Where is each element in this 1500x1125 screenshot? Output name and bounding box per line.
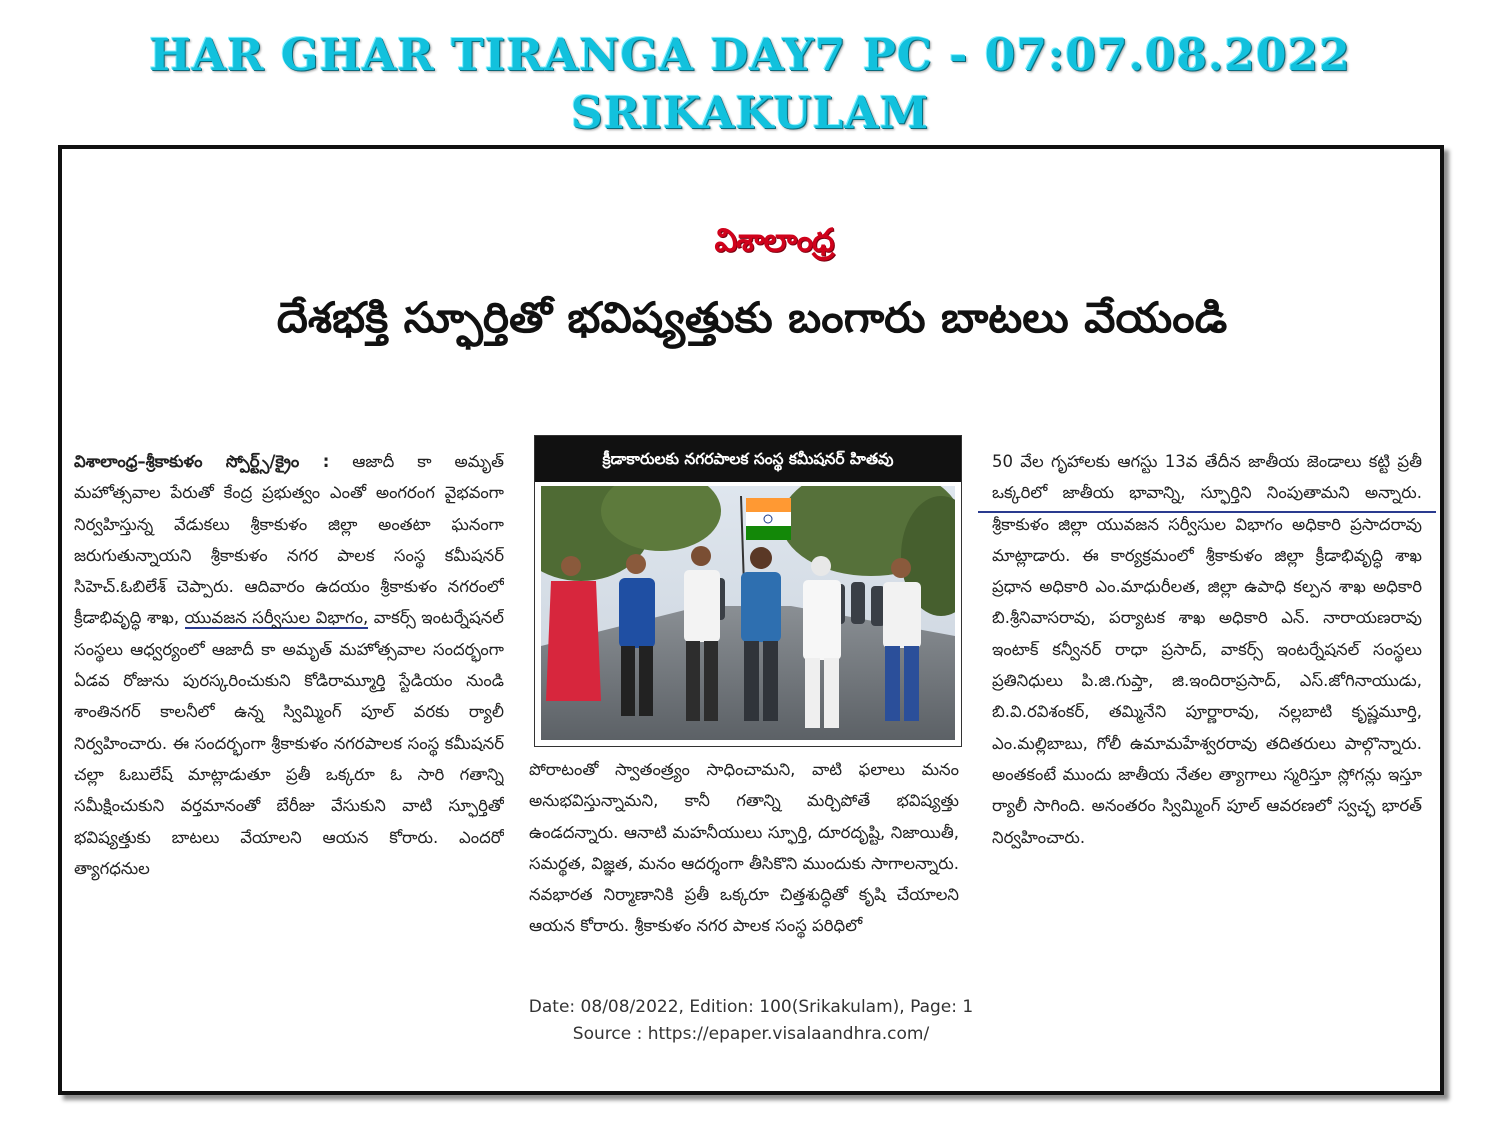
newspaper-masthead: విశాలాంధ్ర — [714, 221, 834, 259]
rally-photo-illustration — [541, 486, 955, 740]
page-title-line-1: HAR GHAR TIRANGA DAY7 PC - 07:07.08.2022 — [149, 30, 1351, 81]
article-column-1 — [74, 446, 504, 1026]
highlight-underline — [978, 511, 1436, 513]
column-3-text: 50 వేల గృహాలకు ఆగస్టు 13వ తేదీన జాతీయ జెండాలు కట్టి ప్రతీ ఒక్కరిలో జాతీయ భావాన్ని, స్ఫూర్తిని నింపుతామని అన్నారు. శ్రీకాకుళం జిల్లా యువజన సర్వీసుల విభాగం అధికారి ప్రసాదరావు మాట్లాడారు. ఈ కార్యక్రమంలో శ్రీకాకుళం జిల్లా క్రీడాభివృద్ధి శాఖ ప్రధాన అధికారి ఎం.మాధురీలత, జిల్లా ఉపాధి కల్పన శాఖ అధికారి బి.శ్రీనివాసరావు, పర్యాటక శాఖ అధికారి ఎన్. నారాయణరావు ఇంటాక్ కన్వీనర్ రాధా ప్రసాద్, వాకర్స్ ఇంటర్నేషనల్ సంస్థలు ప్రతినిధులు పి.జి.గుప్తా, జి.ఇందిరాప్రసాద్, ఎస్.జోగినాయుడు, బి.వి.రవిశంకర్, తమ్మినేని పూర్ణారావు, నల్లబాటి కృష్ణమూర్తి, ఎం.మల్లిబాబు, గోలీ ఉమామహేశ్వరరావు తదితరులు పాల్గొన్నారు. అంతకంటే ముందు జాతీయ నేతల త్యాగాలు స్మరిస్తూ స్లోగన్లు ఇస్తూ ర్యాలీ సాగింది. అనంతరం స్విమ్మింగ్ పూల్ ఆవరణలో స్వచ్ఛ భారత్ నిర్వహించారు. — [992, 452, 1422, 847]
dateline: విశాలాంధ్ర–శ్రీకాకుళం స్పోర్ట్స్/క్రైం : — [74, 452, 330, 471]
article-column-2 — [529, 754, 959, 1024]
page-title-line-2: SRIKAKULAM — [570, 88, 930, 139]
newspaper-clipping — [74, 199, 1430, 1031]
column-1-text-b: వాకర్స్ ఇంటర్నేషనల్ సంస్థలు ఆధ్వర్యంలో ఆజాదీ కా అమృత్ మహోత్సవాల సందర్భంగా ఏడవ రోజును పురస్కరించుకుని కోడిరామ్మూర్తి స్టేడియం నుండి శాంతినగర్ కాలనీలో ఉన్న స్విమ్మింగ్ పూల్ వరకు ర్యాలీ నిర్వహించారు. ఈ సందర్భంగా శ్రీకాకుళం నగరపాలక సంస్థ కమీషనర్ చల్లా ఓబులేష్ మాట్లాడుతూ ప్రతీ ఒక్కరూ ఓ సారి గతాన్ని సమీక్షించుకుని వర్తమానంతో బేరీజు వేసుకుని వాటి స్ఫూర్తితో భవిష్యత్తుకు బాటలు వేయాలని ఆయన కోరారు. ఎందరో త్యాగధనుల — [74, 608, 504, 878]
footer-source-link: Source : https://epaper.visalaandhra.com/ — [572, 1024, 930, 1044]
clipping-frame — [58, 145, 1444, 1095]
column-2-text: పోరాటంతో స్వాతంత్ర్యం సాధించామని, వాటి ఫలాలు మనం అనుభవిస్తున్నామని, కానీ గతాన్ని మర్చిపోతే భవిష్యత్తు ఉండదన్నారు. ఆనాటి మహనీయులు స్ఫూర్తి, దూరదృష్టి, నిజాయితీ, సమర్థత, విజ్ఞత, మనం ఆదర్శంగా తీసికొని ముందుకు సాగాలన్నారు. నవభారత నిర్మాణానికి ప్రతీ ఒక్కరూ చిత్తశుద్ధితో కృషి చేయాలని ఆయన కోరారు. శ్రీకాకుళం నగర పాలక సంస్థ పరిధిలో — [529, 760, 959, 936]
column-1-text-a: ఆజాదీ కా అమృత్ మహోత్సవాల పేరుతో కేంద్ర ప్రభుత్వం ఎంతో అంగరంగ వైభవంగా నిర్వహిస్తున్న వేడుకలు శ్రీకాకుళం జిల్లా అంతటా ఘనంగా జరుగుతున్నాయని శ్రీకాకుళం నగర పాలక సంస్థ కమీషనర్ సిహెచ్.ఓబిలేశ్ చెప్పారు. ఆదివారం ఉదయం శ్రీకాకుళం నగరంలో క్రీడాభివృద్ధి శాఖ, — [74, 452, 504, 628]
article-headline: దేశభక్తి స్ఫూర్తితో భవిష్యత్తుకు బంగారు బాటలు వేయండి — [276, 293, 1228, 342]
rally-photo — [541, 486, 955, 740]
article-column-3 — [992, 446, 1422, 866]
underlined-phrase: యువజన సర్వీసుల విభాగం, — [184, 608, 369, 628]
photo-caption: క్రీడాకారులకు నగరపాలక సంస్థ కమీషనర్ హితవు — [535, 436, 961, 482]
photo-block — [534, 435, 962, 747]
source-footer — [62, 994, 1440, 1048]
footer-date-edition: Date: 08/08/2022, Edition: 100(Srikakulam), Page: 1 — [528, 997, 974, 1017]
